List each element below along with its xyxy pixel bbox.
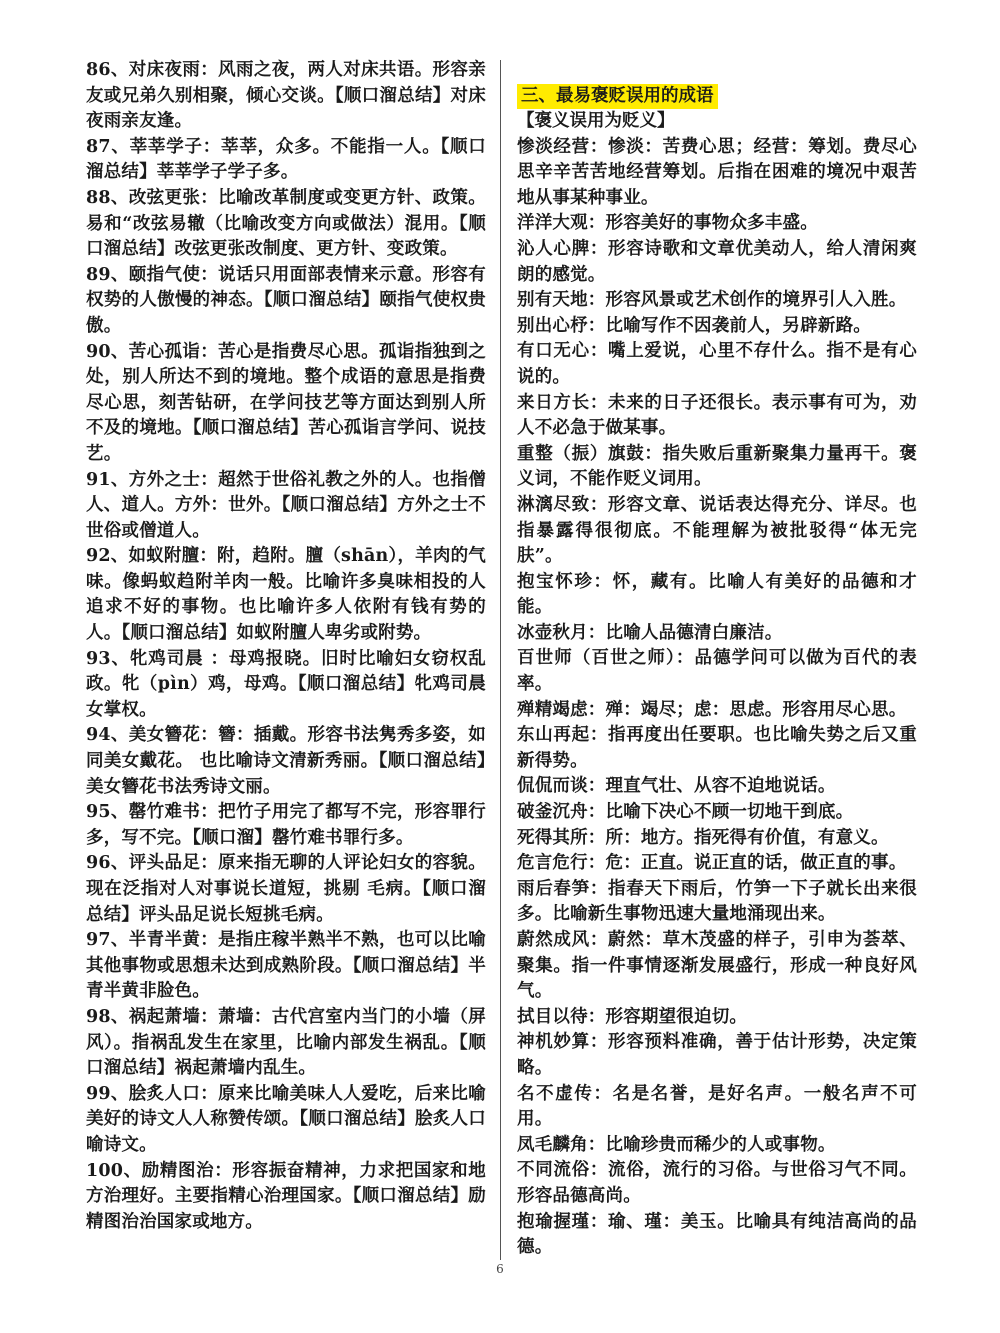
idiom-entry-99: 99、脍炙人口：原来比喻美味人人爱吃，后来比喻美好的诗文人人称赞传颂。【顺口溜总结】脍炙人口喻诗文。	[86, 1083, 486, 1155]
idiom-entry: 侃侃而谈：理直气壮、从容不迫地说话。	[517, 776, 836, 797]
idiom-entry-98: 98、祸起萧墙：萧墙：古代宫室内当门的小墙（屏风）。指祸乱发生在家里，比喻内部发生祸乱。【顺口溜总结】祸起萧墙内乱生。	[86, 1006, 486, 1079]
idiom-entry: 别出心杼：比喻写作不因袭前人，另辟新路。	[517, 315, 871, 336]
idiom-entry-92: 92、如蚁附膻：附，趋附。膻（shān），羊肉的气味。像蚂蚁趋附羊肉一般。比喻许多臭味相投的人追求不好的事物。也比喻许多人依附有钱有势的人。【顺口溜总结】如蚁附膻人卑劣或附势。	[86, 546, 486, 644]
section-title: 三、最易褒贬误用的成语	[517, 84, 718, 109]
idiom-entry-100: 100、励精图治：形容振奋精神，力求把国家和地方治理好。主要指精心治理国家。【顺口溜总结】励精图治治国家或地方。	[86, 1160, 486, 1232]
idiom-entry: 死得其所：所：地方。指死得有价值，有意义。	[517, 827, 889, 848]
idiom-entry: 百世师（百世之师）：品德学问可以做为百代的表率。	[517, 648, 917, 695]
idiom-entry-87: 87、莘莘学子：莘莘，众多。不能指一人。【顺口溜总结】莘莘学子学子多。	[86, 136, 486, 183]
idiom-entry-94: 94、美女簪花：簪：插戴。形容书法隽秀多姿，如同美女戴花。 也比喻诗文清新秀丽。【顺口溜总结】美女簪花书法秀诗文丽。	[86, 725, 486, 797]
idiom-entry: 有口无心：嘴上爱说，心里不存什么。指不是有心说的。	[517, 341, 917, 387]
idiom-entry: 抱瑜握瑾：瑜、瑾：美玉。比喻具有纯洁高尚的品德。	[517, 1211, 917, 1258]
left-column	[86, 58, 486, 1235]
idiom-entry: 惨淡经营：惨淡：苦费心思；经营：筹划。费尽心思辛辛苦苦地经营筹划。后指在困难的境况中艰苦地从事某种事业。	[517, 136, 917, 208]
right-column	[517, 58, 917, 1261]
column-divider	[500, 60, 501, 1260]
idiom-entry: 东山再起：指再度出任要职。也比喻失势之后又重新得势。	[517, 725, 917, 771]
idiom-entry: 殚精竭虑：殚：竭尽；虑：思虑。形容用尽心思。	[517, 699, 907, 720]
idiom-entry: 破釜沉舟：比喻下决心不顾一切地干到底。	[517, 802, 854, 823]
idiom-entry-96: 96、评头品足：原来指无聊的人评论妇女的容貌。现在泛指对人对事说长道短，挑剔 毛病。【顺口溜总结】评头品足说长短挑毛病。	[86, 853, 486, 925]
idiom-entry-91: 91、方外之士：超然于世俗礼教之外的人。也指僧人、道人。方外：世外。【顺口溜总结】方外之士不世俗或僧道人。	[86, 469, 486, 541]
idiom-entry: 别有天地：形容风景或艺术创作的境界引人入胜。	[517, 290, 907, 311]
idiom-entry: 凤毛麟角：比喻珍贵而稀少的人或事物。	[517, 1134, 836, 1155]
idiom-entry: 不同流俗：流俗，流行的习俗。与世俗习气不同。形容品德高尚。	[517, 1160, 917, 1206]
idiom-entry: 雨后春笋：指春天下雨后，竹笋一下子就长出来很多。比喻新生事物迅速大量地涌现出来。	[517, 878, 917, 925]
idiom-entry-93: 93、牝鸡司晨 ：母鸡报晓。旧时比喻妇女窃权乱政。牝（pìn）鸡，母鸡。【顺口溜总结】牝鸡司晨女掌权。	[86, 648, 486, 720]
idiom-entry: 沁人心脾：形容诗歌和文章优美动人，给人清闲爽朗的感觉。	[517, 238, 917, 285]
idiom-entry: 危言危行：危：正直。说正直的话，做正直的事。	[517, 853, 907, 874]
section-subhead: 【褒义误用为贬义】	[517, 111, 675, 131]
idiom-entry: 来日方长：未来的日子还很长。表示事有可为，劝人不必急于做某事。	[517, 392, 917, 439]
idiom-entry: 蔚然成风：蔚然：草木茂盛的样子，引申为荟萃、聚集。指一件事情逐渐发展盛行，形成一种良好风气。	[517, 930, 917, 1002]
idiom-entry: 冰壶秋月：比喻人品德清白廉洁。	[517, 622, 783, 643]
idiom-entry-90: 90、苦心孤诣：苦心是指费尽心思。孤诣指独到之处，别人所达不到的境地。整个成语的意思是指费尽心思，刻苦钻研，在学问技艺等方面达到别人所不及的境地。【顺口溜总结】苦心孤诣言学问、说技艺。	[86, 341, 486, 464]
idiom-entry-86: 86、对床夜雨：风雨之夜，两人对床共语。形容亲友或兄弟久别相聚，倾心交谈。【顺口溜总结】对床夜雨亲友逢。	[86, 60, 486, 132]
idiom-entry-88: 88、改弦更张：比喻改革制度或变更方针、政策。易和“改弦易辙（比喻改变方向或做法）混用。【顺口溜总结】改弦更张改制度、更方针、变政策。	[86, 187, 486, 260]
idiom-entry: 名不虚传：名是名誉，是好名声。一般名声不可用。	[517, 1083, 917, 1130]
page-number: 6	[496, 1262, 504, 1276]
idiom-entry-97: 97、半青半黄：是指庄稼半熟半不熟，也可以比喻其他事物或思想未达到成熟阶段。【顺口溜总结】半青半黄非脸色。	[86, 930, 486, 1002]
idiom-entry: 拭目以待：形容期望很迫切。	[517, 1006, 748, 1027]
idiom-entry: 淋漓尽致：形容文章、说话表达得充分、详尽。也指暴露得很彻底。不能理解为被批驳得“体无完肤”。	[517, 494, 917, 567]
idiom-entry: 洋洋大观：形容美好的事物众多丰盛。	[517, 213, 818, 234]
idiom-entry-95: 95、罄竹难书：把竹子用完了都写不完，形容罪行多，写不完。【顺口溜】罄竹难书罪行多。	[86, 802, 486, 848]
idiom-entry: 神机妙算：形容预料准确，善于估计形势，决定策略。	[517, 1032, 917, 1078]
idiom-entry: 抱宝怀珍：怀，藏有。比喻人有美好的品德和才能。	[517, 571, 917, 618]
idiom-entry: 重整（振）旗鼓：指失败后重新聚集力量再干。褒义词，不能作贬义词用。	[517, 443, 917, 490]
idiom-entry-89: 89、颐指气使：说话只用面部表情来示意。形容有权势的人傲慢的神态。【顺口溜总结】颐指气使权贵傲。	[86, 264, 486, 336]
